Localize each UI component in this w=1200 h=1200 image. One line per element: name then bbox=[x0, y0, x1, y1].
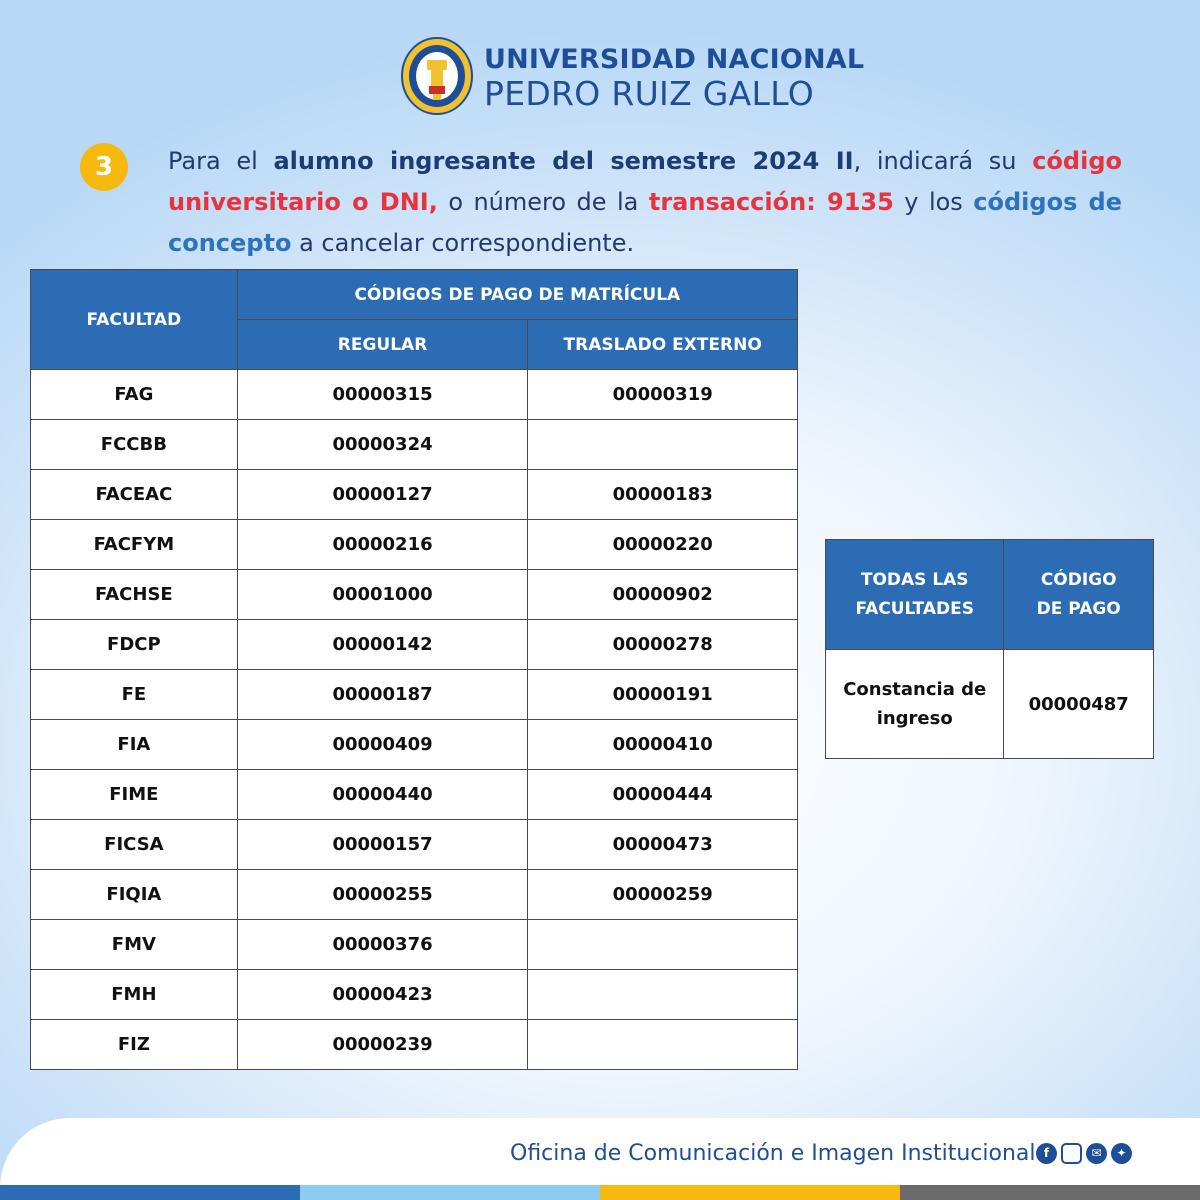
instruction-highlight-transaction: transacción: 9135 bbox=[648, 188, 894, 216]
cell-traslado bbox=[528, 1020, 798, 1070]
header-line: DE PAGO bbox=[1036, 598, 1121, 619]
twitter-icon[interactable]: ✦ bbox=[1111, 1143, 1132, 1164]
cell-facultad: FMH bbox=[31, 970, 238, 1020]
cell-facultad: FMV bbox=[31, 920, 238, 970]
instruction-text bbox=[168, 141, 1122, 264]
stripe-gray bbox=[900, 1185, 1200, 1200]
step-number-badge: 3 bbox=[80, 143, 128, 191]
cell-facultad: FIZ bbox=[31, 1020, 238, 1070]
cell-traslado: 00000278 bbox=[528, 620, 798, 670]
table-row bbox=[31, 770, 798, 820]
cell-facultad: FDCP bbox=[31, 620, 238, 670]
header-line: CÓDIGO bbox=[1040, 569, 1117, 590]
university-seal-icon bbox=[400, 36, 474, 116]
cell-facultad: FIME bbox=[31, 770, 238, 820]
table-row bbox=[31, 920, 798, 970]
cell-regular: 00000324 bbox=[237, 420, 528, 470]
cell-regular: 00000440 bbox=[237, 770, 528, 820]
university-name-line1: UNIVERSIDAD NACIONAL bbox=[484, 44, 865, 75]
mail-icon[interactable]: ✉ bbox=[1086, 1143, 1107, 1164]
cell-facultad: FACHSE bbox=[31, 570, 238, 620]
table-row bbox=[31, 870, 798, 920]
cell-traslado: 00000473 bbox=[528, 820, 798, 870]
cell-facultad: FACFYM bbox=[31, 520, 238, 570]
cell-facultad: FE bbox=[31, 670, 238, 720]
header-line: TODAS LAS bbox=[860, 569, 969, 590]
university-header bbox=[400, 36, 865, 116]
table-row bbox=[31, 820, 798, 870]
cell-regular: 00000423 bbox=[237, 970, 528, 1020]
stripe-yellow bbox=[600, 1185, 900, 1200]
column-header-facultad: FACULTAD bbox=[31, 270, 238, 370]
cell-code: 00000487 bbox=[1004, 650, 1154, 759]
table-row bbox=[31, 970, 798, 1020]
stripe-blue bbox=[0, 1185, 300, 1200]
cell-traslado bbox=[528, 420, 798, 470]
table-row bbox=[31, 570, 798, 620]
instruction-part: , indicará su bbox=[853, 147, 1033, 175]
table-row bbox=[31, 520, 798, 570]
enrollment-codes-table bbox=[30, 269, 798, 1070]
concept-line: Constancia de bbox=[843, 679, 987, 700]
university-name-line2: PEDRO RUIZ GALLO bbox=[484, 74, 814, 113]
cell-traslado: 00000444 bbox=[528, 770, 798, 820]
table-row bbox=[31, 470, 798, 520]
instruction-highlight-concept: códigos de concepto bbox=[168, 188, 1123, 257]
social-links bbox=[1036, 1143, 1132, 1164]
table-row bbox=[826, 650, 1154, 759]
cell-traslado: 00000319 bbox=[528, 370, 798, 420]
column-header-regular: REGULAR bbox=[237, 320, 528, 370]
table-row bbox=[31, 620, 798, 670]
table-row bbox=[31, 720, 798, 770]
instruction-part: o número de la bbox=[437, 188, 649, 216]
cell-concept bbox=[826, 650, 1004, 759]
cell-regular: 00001000 bbox=[237, 570, 528, 620]
cell-regular: 00000409 bbox=[237, 720, 528, 770]
cell-facultad: FIQIA bbox=[31, 870, 238, 920]
instruction-part: Para el bbox=[168, 147, 274, 175]
instruction-highlight-code: código universitario o DNI, bbox=[168, 147, 1122, 216]
column-header-all-faculties bbox=[826, 540, 1004, 650]
cell-traslado bbox=[528, 970, 798, 1020]
table-row bbox=[31, 670, 798, 720]
cell-traslado: 00000410 bbox=[528, 720, 798, 770]
cell-regular: 00000315 bbox=[237, 370, 528, 420]
instagram-icon[interactable] bbox=[1061, 1143, 1082, 1164]
header-line: FACULTADES bbox=[855, 598, 974, 619]
cell-facultad: FCCBB bbox=[31, 420, 238, 470]
cell-regular: 00000376 bbox=[237, 920, 528, 970]
cell-traslado bbox=[528, 920, 798, 970]
cell-traslado: 00000183 bbox=[528, 470, 798, 520]
cell-facultad: FIA bbox=[31, 720, 238, 770]
table-body bbox=[31, 370, 798, 1070]
footer-color-stripes bbox=[0, 1185, 1200, 1200]
instruction-highlight-student: alumno ingresante del semestre 2024 II bbox=[273, 147, 854, 175]
instruction-part: a cancelar correspondiente. bbox=[291, 229, 635, 257]
cell-traslado: 00000259 bbox=[528, 870, 798, 920]
cell-facultad: FICSA bbox=[31, 820, 238, 870]
cell-regular: 00000239 bbox=[237, 1020, 528, 1070]
concept-line: ingreso bbox=[876, 708, 953, 729]
cell-traslado: 00000902 bbox=[528, 570, 798, 620]
table-row bbox=[31, 1020, 798, 1070]
cell-regular: 00000157 bbox=[237, 820, 528, 870]
cell-regular: 00000255 bbox=[237, 870, 528, 920]
cell-facultad: FACEAC bbox=[31, 470, 238, 520]
cell-regular: 00000142 bbox=[237, 620, 528, 670]
footer-office-name: Oficina de Comunicación e Imagen Institucional bbox=[510, 1141, 1036, 1166]
column-header-traslado: TRASLADO EXTERNO bbox=[528, 320, 798, 370]
cell-traslado: 00000220 bbox=[528, 520, 798, 570]
table-row bbox=[31, 370, 798, 420]
cell-regular: 00000187 bbox=[237, 670, 528, 720]
cell-facultad: FAG bbox=[31, 370, 238, 420]
facebook-icon[interactable]: f bbox=[1036, 1143, 1057, 1164]
table-row bbox=[31, 420, 798, 470]
cell-traslado: 00000191 bbox=[528, 670, 798, 720]
cell-regular: 00000127 bbox=[237, 470, 528, 520]
group-header-payment-codes: CÓDIGOS DE PAGO DE MATRÍCULA bbox=[237, 270, 797, 320]
stripe-light-blue bbox=[300, 1185, 600, 1200]
admission-certificate-table bbox=[825, 539, 1154, 759]
cell-regular: 00000216 bbox=[237, 520, 528, 570]
column-header-payment-code bbox=[1004, 540, 1154, 650]
instruction-part: y los bbox=[893, 188, 974, 216]
